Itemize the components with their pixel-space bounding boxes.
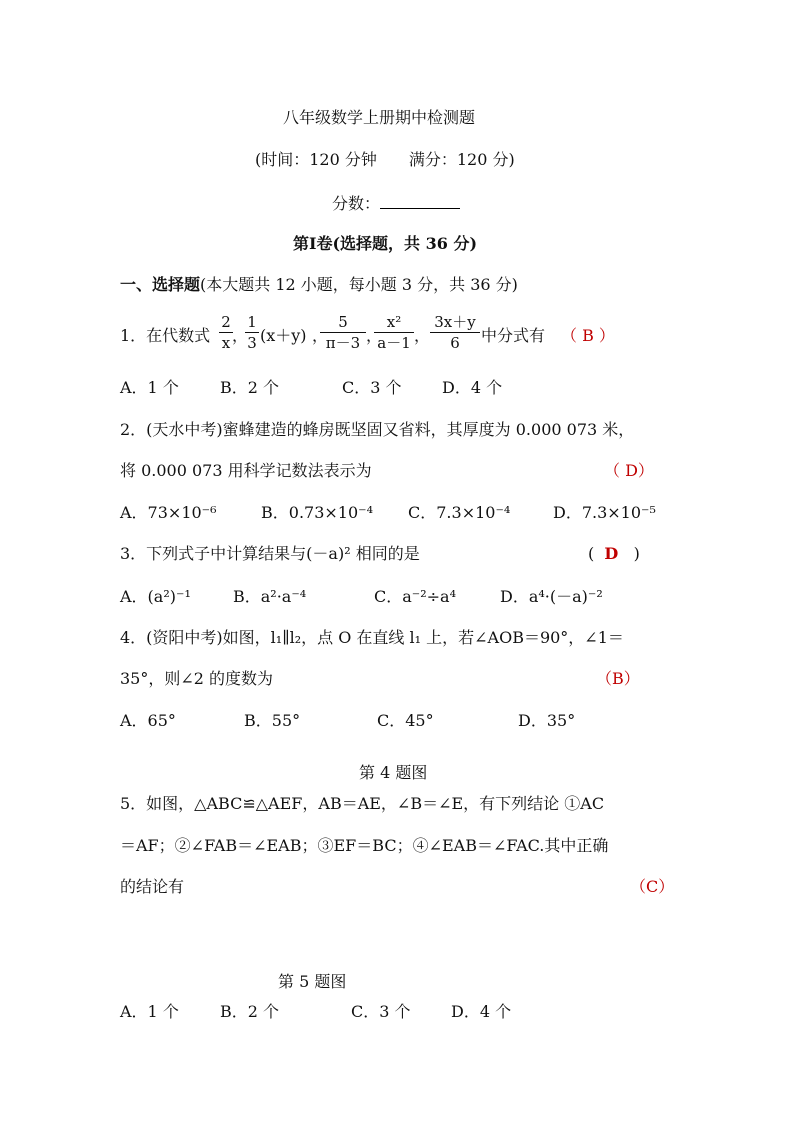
q1-option-b[interactable]: B．2 个 [220, 378, 280, 397]
q1-suffix: 中分式有 [481, 326, 546, 345]
q1-fraction-4 [374, 313, 414, 352]
time-info: (时间：120 分钟 满分：120 分) [255, 150, 515, 169]
q1-f1-den: x [221, 334, 231, 352]
q1-fraction-2 [245, 313, 259, 352]
q1-f1-num: 2 [221, 313, 231, 331]
q3-answer-close: ) [633, 544, 640, 563]
fraction-bar [430, 332, 480, 333]
q2-line1: 2．(天水中考)蜜蜂建造的蜂房既坚固又省料，其厚度为 0.000 073 米， [120, 420, 635, 439]
fraction-bar [245, 332, 259, 333]
q1-f3-num: 5 [338, 313, 348, 331]
q1-fraction-3 [320, 313, 366, 352]
q5-line2: ＝AF；②∠FAB＝∠EAB；③EF＝BC；④∠EAB＝∠FAC.其中正确 [120, 836, 609, 855]
q2-option-a[interactable]: A．73×10⁻⁶ [120, 503, 217, 522]
q1-f3-den: π－3 [325, 334, 361, 352]
q1-f5-num: 3x＋y [434, 313, 476, 331]
section-title: 第Ⅰ卷(选择题，共 36 分) [293, 234, 478, 253]
q1-f2-num: 1 [247, 313, 257, 331]
q4-option-d[interactable]: D．35° [518, 711, 576, 730]
q1-prefix: 1．在代数式 [120, 326, 211, 345]
q3-option-a[interactable]: A．(a²)⁻¹ [120, 587, 191, 606]
q1-fraction-5 [430, 313, 480, 352]
q5-option-a[interactable]: A．1 个 [120, 1002, 179, 1021]
q1-f5-den: 6 [450, 334, 460, 352]
q1-option-c[interactable]: C．3 个 [342, 378, 402, 397]
q2-option-b[interactable]: B．0.73×10⁻⁴ [261, 503, 374, 522]
q4-line1: 4．(资阳中考)如图，l₁∥l₂，点 O 在直线 l₁ 上，若∠AOB＝90°，∠1＝ [120, 628, 624, 647]
q1-sep1: ， [232, 326, 249, 345]
q1-answer: （ B ） [561, 326, 615, 345]
q1-f4-den: a－1 [377, 334, 411, 352]
q2-option-d[interactable]: D．7.3×10⁻⁵ [553, 503, 656, 522]
q1-f4-num: x² [386, 313, 402, 331]
q4-line2: 35°，则∠2 的度数为 [120, 669, 274, 688]
q3-answer-bracket [588, 544, 640, 564]
q1-option-a[interactable]: A．1 个 [120, 378, 179, 397]
q4-option-a[interactable]: A．65° [120, 711, 176, 730]
score-label: 分数： [332, 194, 381, 213]
part-heading [120, 275, 518, 295]
q1-sep3: ， [366, 326, 383, 345]
q3-line1: 3．下列式子中计算结果与(－a)² 相同的是 [120, 544, 420, 563]
score-blank[interactable] [380, 192, 460, 209]
q3-answer-open: ( [588, 544, 595, 563]
fraction-bar [374, 332, 414, 333]
q4-answer: （B） [596, 669, 640, 688]
q2-answer: （ D） [604, 461, 654, 480]
q5-line3: 的结论有 [120, 877, 185, 896]
q3-option-b[interactable]: B．a²·a⁻⁴ [233, 587, 307, 606]
q5-line1: 5．如图，△ABC≌△AEF，AB＝AE，∠B＝∠E，有下列结论 ①AC [120, 794, 605, 813]
q5-option-d[interactable]: D．4 个 [451, 1002, 512, 1021]
q1-fraction-1 [219, 313, 233, 352]
page-title: 八年级数学上册期中检测题 [283, 108, 476, 127]
q4-figure-caption: 第 4 题图 [359, 763, 428, 782]
q1-f2-rest: (x＋y) [260, 326, 307, 345]
q1-sep2: ， [312, 326, 329, 345]
part-heading-rest: (本大题共 12 小题，每小题 3 分，共 36 分) [200, 275, 518, 294]
q5-option-c[interactable]: C．3 个 [351, 1002, 411, 1021]
q1-sep4: ， [414, 326, 431, 345]
q5-answer: （C） [630, 877, 675, 896]
q5-figure-caption: 第 5 题图 [278, 972, 347, 991]
part-heading-bold: 一、选择题 [120, 275, 201, 294]
fraction-bar [219, 332, 233, 333]
q2-line2: 将 0.000 073 用科学记数法表示为 [120, 461, 372, 480]
q4-option-c[interactable]: C．45° [377, 711, 434, 730]
q3-answer: D [604, 544, 619, 563]
q2-option-c[interactable]: C．7.3×10⁻⁴ [408, 503, 511, 522]
q3-option-c[interactable]: C．a⁻²÷a⁴ [374, 587, 457, 606]
score-line [332, 192, 460, 214]
q4-option-b[interactable]: B．55° [244, 711, 301, 730]
q5-option-b[interactable]: B．2 个 [220, 1002, 280, 1021]
fraction-bar [320, 332, 366, 333]
q1-f2-den: 3 [247, 334, 257, 352]
q3-option-d[interactable]: D．a⁴·(－a)⁻² [500, 587, 603, 606]
q1-option-d[interactable]: D．4 个 [442, 378, 503, 397]
